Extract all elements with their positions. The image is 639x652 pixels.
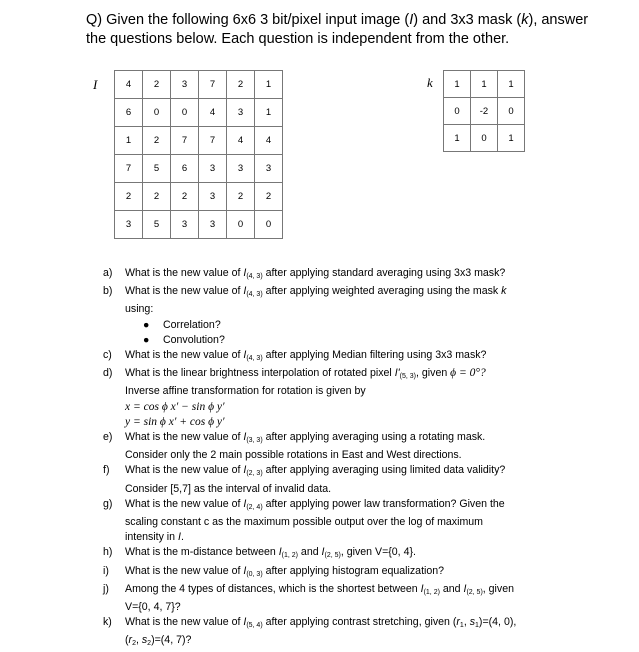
image-label: I	[93, 77, 98, 92]
question-title: Q) Given the following 6x6 3 bit/pixel input image (I) and 3x3 mask (k), answer the questions below. Each question is independent from the other.	[86, 12, 589, 47]
image-matrix-cell: 2	[255, 183, 283, 211]
image-matrix-row	[115, 127, 283, 155]
mask-matrix-cell: 0	[444, 98, 471, 125]
bullet-icon: ●	[143, 318, 150, 331]
mask-label: k	[427, 75, 433, 90]
bullet-icon: ●	[143, 333, 150, 346]
image-matrix-cell: 3	[115, 211, 143, 239]
image-matrix-row	[115, 99, 283, 127]
image-matrix-cell: 2	[143, 127, 171, 155]
image-matrix-cell: 3	[171, 71, 199, 99]
question-a: a) What is the new value of $I_{(4, 3)}$ after applying standard averaging using 3x3 mask?	[103, 267, 506, 280]
question-d: d) What is the linear brightness interpolation of rotated pixel $I'_{(5, 3)}$, given ϕ = 0°? Inverse affine transformation for rotation is given by x = cos ϕ x′ − sin ϕ y′ y = sin ϕ x′ + cos ϕ y′	[103, 367, 486, 428]
question-c: c) What is the new value of $I_{(4, 3)}$ after applying Median filtering using 3x3 mask?	[103, 349, 487, 363]
image-matrix-cell: 6	[171, 155, 199, 183]
image-matrix-cell: 0	[171, 99, 199, 127]
image-matrix-cell: 0	[143, 99, 171, 127]
equation-y: y = sin ϕ x′ + cos ϕ y′	[125, 415, 225, 428]
image-matrix-cell: 3	[199, 211, 227, 239]
mask-matrix-cell: 0	[471, 125, 498, 152]
mask-matrix-cell: 1	[444, 125, 471, 152]
image-matrix-cell: 7	[199, 127, 227, 155]
image-matrix-cell: 5	[143, 211, 171, 239]
image-matrix-cell: 7	[115, 155, 143, 183]
mask-matrix-row	[444, 71, 525, 98]
image-matrix-row	[115, 71, 283, 99]
question-j: j) Among the 4 types of distances, which is the shortest between $I_{(1, 2)}$ and $I_{(2, 5)}$, given V={0, 4, 7}?	[103, 582, 514, 614]
image-matrix-cell: 1	[255, 71, 283, 99]
mask-matrix-row	[444, 125, 525, 152]
image-matrix-cell: 2	[115, 183, 143, 211]
image-matrix-cell: 2	[143, 71, 171, 99]
image-matrix-row	[115, 183, 283, 211]
image-matrix-cell: 4	[255, 127, 283, 155]
question-b: b) What is the new value of $I_{(4, 3)}$ after applying weighted averaging using the mask k using:	[103, 285, 507, 316]
image-matrix-cell: 0	[227, 211, 255, 239]
image-matrix-cell: 0	[255, 211, 283, 239]
image-matrix-cell: 4	[115, 71, 143, 99]
image-matrix-cell: 3	[199, 183, 227, 211]
image-matrix-cell: 2	[227, 71, 255, 99]
question-k: k) What is the new value of $I_{(5, 4)}$ after applying contrast stretching, given ($r_1$, $s_1)=(4$, 0), ($r_2$, $s_2)=(4$, 7)?	[103, 616, 517, 648]
image-matrix-cell: 4	[227, 127, 255, 155]
image-matrix-cell: 2	[143, 183, 171, 211]
image-matrix-cell: 7	[171, 127, 199, 155]
mask-matrix	[443, 70, 525, 152]
question-g: g) What is the new value of $I_{(2, 4)}$ after applying power law transformation? Given the scaling constant c as the maximum possible output over the log of maximum intensity in I.	[103, 497, 505, 544]
bullet-correlation: ● Correlation?	[143, 318, 558, 333]
mask-matrix-cell: 1	[498, 125, 525, 152]
image-matrix-cell: 5	[143, 155, 171, 183]
question-h: h) What is the m-distance between $I_{(1, 2)}$ and $I_{(2, 5)}$, given V={0, 4}.	[103, 546, 416, 560]
image-matrix-cell: 3	[227, 155, 255, 183]
mask-matrix-cell: 1	[498, 71, 525, 98]
image-matrix-cell: 3	[255, 155, 283, 183]
image-matrix-cell: 2	[171, 183, 199, 211]
image-matrix-cell: 7	[199, 71, 227, 99]
mask-matrix-row	[444, 98, 525, 125]
image-matrix-cell: 3	[227, 99, 255, 127]
equation-x: x = cos ϕ x′ − sin ϕ y′	[125, 400, 225, 413]
question-f: f) What is the new value of $I_{(2, 3)}$ after applying averaging using limited data validity? Consider [5,7] as the interval of invalid data.	[103, 464, 506, 495]
bullet-convolution: ● Convolution?	[143, 333, 558, 348]
question-e: e) What is the new value of $I_{(3, 3)}$ after applying averaging using a rotating mask. Consider only the 2 main possible rotations in East and West directions.	[103, 431, 486, 462]
mask-matrix-cell: -2	[471, 98, 498, 125]
image-matrix-cell: 3	[199, 155, 227, 183]
image-matrix-cell: 1	[115, 127, 143, 155]
image-matrix-row	[115, 155, 283, 183]
question-i: i) What is the new value of $I_{(0, 3)}$ after applying histogram equalization?	[103, 564, 445, 578]
image-matrix-cell: 3	[171, 211, 199, 239]
mask-matrix-cell: 0	[498, 98, 525, 125]
question-list	[103, 266, 558, 652]
image-matrix-cell: 2	[227, 183, 255, 211]
mask-matrix-cell: 1	[444, 71, 471, 98]
image-matrix-cell: 4	[199, 99, 227, 127]
mask-matrix-cell: 1	[471, 71, 498, 98]
image-matrix	[114, 70, 283, 239]
image-matrix-row	[115, 211, 283, 239]
image-matrix-cell: 1	[255, 99, 283, 127]
image-matrix-cell: 6	[115, 99, 143, 127]
